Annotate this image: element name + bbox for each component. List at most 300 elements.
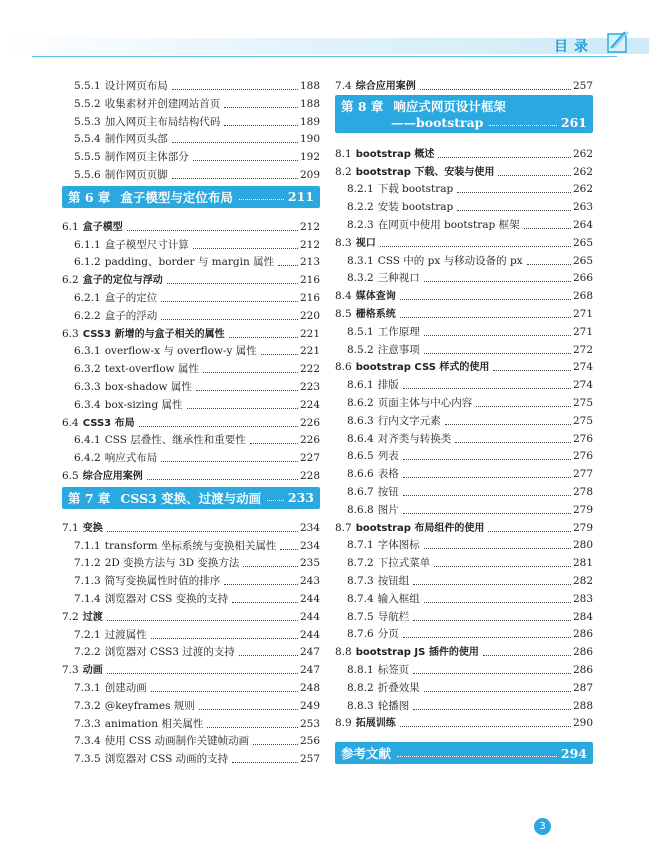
entry-page: 266 [572, 272, 593, 285]
toc-subsection[interactable] [62, 641, 320, 659]
entry-title: 浏览器对 CSS3 过渡的支持 [104, 646, 235, 659]
entry-title: 字体图标 [377, 539, 420, 552]
entry-number: 8.3 [335, 236, 352, 249]
entry-title: CSS3 新增的与盒子相关的属性 [82, 328, 225, 340]
entry-page: 247 [299, 646, 320, 659]
entry-title: 栅格系统 [355, 309, 396, 320]
toc-section[interactable] [335, 285, 593, 303]
toc-subsection[interactable] [335, 499, 593, 517]
entry-number: 6.1.2 [74, 256, 101, 269]
entry-page: 271 [572, 308, 593, 320]
toc-subsection[interactable] [335, 392, 593, 410]
toc-subsection[interactable] [335, 570, 593, 588]
entry-number: 8.8.3 [347, 699, 374, 712]
entry-page: 271 [572, 325, 593, 338]
entry-title: 设计网页布局 [104, 80, 168, 92]
dot-leader [239, 199, 284, 200]
toc-section[interactable] [62, 465, 320, 483]
entry-number: 7.2.2 [74, 646, 101, 659]
entry-number: 6.1 [62, 220, 79, 233]
toc-subsection[interactable] [62, 128, 320, 146]
chapter-title: 响应式网页设计框架 [393, 99, 506, 115]
entry-number: 6.3 [62, 327, 79, 340]
entry-page: 276 [572, 432, 593, 445]
entry-page: 249 [299, 699, 320, 712]
entry-page: 286 [572, 646, 593, 659]
chapter-heading[interactable] [62, 487, 320, 509]
entry-page: 223 [299, 381, 320, 393]
toc-subsection[interactable] [335, 445, 593, 463]
toc-subsection[interactable] [335, 196, 593, 214]
dot-leader [232, 602, 298, 603]
entry-title: 2D 变换方法与 3D 变换方法 [104, 557, 240, 570]
toc-section[interactable] [335, 75, 593, 93]
dot-leader [476, 406, 571, 407]
entry-number: 8.3.1 [347, 254, 374, 267]
entry-number: 8.7.3 [347, 575, 374, 587]
dot-leader [224, 107, 298, 108]
entry-number: 8.5.1 [347, 325, 374, 338]
toc-section[interactable] [335, 641, 593, 659]
toc-subsection[interactable] [62, 695, 320, 713]
chapter-heading-line2 [341, 114, 587, 132]
entry-page: 262 [572, 147, 593, 160]
entry-title: 响应式布局 [104, 452, 158, 465]
entry-title: bootstrap 下载、安装与使用 [355, 166, 495, 178]
dot-leader [488, 531, 571, 532]
entry-title: text-overflow 属性 [104, 363, 199, 376]
entry-title: box-sizing 属性 [104, 398, 183, 411]
entry-title: bootstrap 概述 [355, 148, 435, 160]
entry-title: 标签页 [377, 664, 410, 676]
dot-leader [403, 477, 571, 478]
toc-section[interactable] [62, 517, 320, 535]
dot-leader [278, 265, 298, 266]
entry-number: 6.5 [62, 470, 79, 482]
entry-number: 8.2 [335, 165, 352, 178]
toc-section[interactable] [335, 303, 593, 321]
entry-page: 189 [299, 115, 320, 128]
entry-number: 7.1.2 [74, 557, 101, 570]
entry-title: 制作网页头部 [104, 133, 168, 146]
entry-number: 5.5.4 [74, 133, 101, 146]
entry-number: 8.8 [335, 646, 352, 659]
entry-number: 5.5.6 [74, 169, 101, 181]
entry-title: 创建动画 [104, 682, 147, 694]
toc-section[interactable] [335, 161, 593, 179]
dot-leader [172, 89, 298, 90]
entry-title: 排版 [377, 379, 399, 392]
entry-title: CSS3 布局 [82, 417, 135, 429]
toc-subsection[interactable] [62, 234, 320, 252]
entry-number: 8.6.2 [347, 397, 374, 409]
entry-page: 281 [572, 557, 593, 570]
entry-number: 8.5 [335, 308, 352, 320]
entry-page: 275 [572, 414, 593, 427]
dot-leader [280, 549, 298, 550]
dot-leader [455, 442, 571, 443]
toc-subsection[interactable] [335, 267, 593, 285]
chapter-heading[interactable] [335, 742, 593, 764]
entry-number: 8.7.6 [347, 628, 374, 641]
entry-number: 8.6.8 [347, 503, 374, 516]
entry-title: 分页 [377, 628, 399, 641]
entry-page: 190 [299, 133, 320, 146]
dot-leader [380, 246, 571, 247]
dot-leader [424, 691, 571, 692]
dot-leader [161, 319, 298, 320]
entry-page: 276 [572, 450, 593, 463]
entry-page: 216 [299, 274, 320, 287]
entry-page: 257 [572, 80, 593, 92]
toc-subsection[interactable] [62, 305, 320, 323]
dot-leader [400, 299, 571, 300]
entry-page: 277 [572, 468, 593, 481]
dot-leader [261, 354, 298, 355]
toc-subsection[interactable] [62, 251, 320, 269]
entry-page: 275 [572, 397, 593, 409]
entry-number: 6.3.2 [74, 363, 101, 376]
dot-leader [239, 655, 298, 656]
toc-subsection[interactable] [335, 552, 593, 570]
header-band [0, 38, 649, 54]
dot-leader [147, 479, 298, 480]
dot-leader [403, 637, 571, 638]
entry-page: 221 [299, 345, 320, 358]
dot-leader [424, 353, 571, 354]
dot-leader [498, 175, 571, 176]
chapter-page: 294 [560, 745, 587, 761]
entry-number: 8.6 [335, 361, 352, 374]
entry-page: 244 [299, 628, 320, 641]
dot-leader [139, 426, 298, 427]
dot-leader [193, 248, 298, 249]
entry-number: 8.5.2 [347, 343, 374, 356]
entry-title: 过渡属性 [104, 628, 147, 641]
dot-leader [187, 408, 298, 409]
dot-leader [524, 228, 571, 229]
dot-leader [193, 160, 298, 161]
entry-page: 227 [299, 452, 320, 465]
entry-title: 盒子的定位与浮动 [82, 275, 163, 287]
entry-title: 简写变换属性时值的排序 [104, 575, 221, 588]
entry-number: 7.3 [62, 664, 79, 677]
toc-subsection[interactable] [62, 111, 320, 129]
entry-number: 6.4.2 [74, 452, 101, 465]
dot-leader [403, 513, 571, 514]
dot-leader [229, 337, 298, 338]
entry-page: 286 [572, 664, 593, 676]
entry-page: 263 [572, 201, 593, 214]
entry-title: 输入框组 [377, 592, 420, 605]
entry-title: 行内文字元素 [377, 414, 441, 427]
page-number: 3 [534, 818, 551, 835]
dot-leader [445, 424, 571, 425]
dot-leader [400, 317, 571, 318]
toc-section[interactable] [62, 606, 320, 624]
entry-number: 8.4 [335, 290, 352, 303]
toc-subsection[interactable] [62, 75, 320, 93]
entry-page: 228 [299, 470, 320, 482]
toc-subsection[interactable] [62, 146, 320, 164]
toc-section[interactable] [335, 143, 593, 161]
toc-subsection[interactable] [335, 339, 593, 357]
dot-leader [207, 727, 298, 728]
entry-page: 212 [299, 238, 320, 251]
chapter-title: 参考文献 [341, 746, 392, 762]
entry-number: 8.7.5 [347, 610, 374, 623]
entry-number: 7.1.3 [74, 575, 101, 588]
entry-title: 三种视口 [377, 272, 420, 285]
chapter-heading-line1 [341, 99, 587, 114]
entry-title: bootstrap JS 插件的使用 [355, 647, 479, 659]
chapter-number: 第 8 章 [341, 99, 384, 115]
page-header [0, 26, 649, 68]
toc-section[interactable] [62, 269, 320, 287]
toc-subsection[interactable] [335, 214, 593, 232]
entry-title: CSS 层叠性、继承性和重要性 [104, 434, 246, 447]
entry-number: 7.1.4 [74, 593, 101, 605]
entry-page: 257 [299, 753, 320, 766]
dot-leader [403, 388, 571, 389]
entry-number: 8.6.7 [347, 486, 374, 498]
toc-subsection[interactable] [62, 713, 320, 731]
toc-subsection[interactable] [335, 321, 593, 339]
entry-page: 287 [572, 681, 593, 694]
entry-number: 8.2.2 [347, 201, 374, 214]
dot-leader [243, 566, 298, 567]
chapter-heading[interactable] [62, 186, 320, 208]
entry-title: 收集素材并创建网站首页 [104, 97, 221, 110]
toc-subsection[interactable] [62, 570, 320, 588]
dot-leader [267, 500, 284, 501]
toc-subsection[interactable] [62, 93, 320, 111]
dot-leader [489, 125, 556, 126]
toc-subsection[interactable] [335, 588, 593, 606]
toc-section[interactable] [335, 232, 593, 250]
toc-subsection[interactable] [335, 606, 593, 624]
toc-section[interactable] [62, 659, 320, 677]
toc-subsection[interactable] [62, 358, 320, 376]
toc-subsection[interactable] [335, 250, 593, 268]
entry-number: 8.8.1 [347, 664, 374, 676]
entry-title: transform 坐标系统与变换相关属性 [104, 539, 277, 552]
entry-number: 6.2.2 [74, 309, 101, 322]
entry-page: 268 [572, 290, 593, 303]
toc-subsection[interactable] [335, 481, 593, 499]
entry-title: 页面主体与中心内容 [377, 397, 473, 409]
entry-title: bootstrap CSS 样式的使用 [355, 362, 490, 374]
chapter-heading[interactable] [335, 95, 593, 133]
entry-number: 7.4 [335, 80, 352, 92]
entry-page: 224 [299, 398, 320, 411]
toc-subsection[interactable] [62, 677, 320, 695]
entry-number: 8.6.3 [347, 414, 374, 427]
toc-subsection[interactable] [62, 429, 320, 447]
entry-number: 8.8.2 [347, 681, 374, 694]
dot-leader [413, 709, 571, 710]
dot-leader [434, 566, 571, 567]
chapter-subtitle: ——bootstrap [391, 115, 484, 131]
toc-subsection[interactable] [335, 623, 593, 641]
toc-section[interactable] [335, 712, 593, 730]
dot-leader [107, 531, 298, 532]
entry-number: 7.2.1 [74, 628, 101, 641]
chapter-page: 233 [287, 490, 314, 506]
toc-subsection[interactable] [62, 164, 320, 182]
entry-title: 拓展训练 [355, 718, 396, 730]
dot-leader [493, 370, 571, 371]
dot-leader [424, 335, 571, 336]
toc-subsection[interactable] [62, 748, 320, 766]
toc-subsection[interactable] [62, 730, 320, 748]
entry-title: 按钮组 [377, 575, 410, 587]
toc-section[interactable] [335, 517, 593, 535]
toc-subsection[interactable] [335, 410, 593, 428]
toc-subsection[interactable] [335, 534, 593, 552]
toc-subsection[interactable] [335, 695, 593, 713]
entry-title: 制作网页页脚 [104, 169, 168, 181]
entry-number: 5.5.5 [74, 151, 101, 164]
toc-section[interactable] [62, 412, 320, 430]
entry-number: 6.3.3 [74, 381, 101, 393]
entry-number: 5.5.2 [74, 97, 101, 110]
toc-section[interactable] [62, 216, 320, 234]
entry-page: 290 [572, 717, 593, 730]
entry-title: 盒子的定位 [104, 292, 158, 304]
toc-subsection[interactable] [62, 535, 320, 553]
dot-leader [172, 142, 298, 143]
entry-title: 过渡 [82, 611, 103, 623]
entry-title: 制作网页主体部分 [104, 151, 189, 164]
toc-subsection[interactable] [62, 376, 320, 394]
entry-page: 272 [572, 343, 593, 356]
dot-leader [232, 762, 298, 763]
chapter-page: 261 [560, 115, 587, 131]
toc-subsection[interactable] [62, 394, 320, 412]
dot-leader [151, 638, 298, 639]
dot-leader [403, 495, 571, 496]
entry-title: 媒体查询 [355, 291, 396, 303]
entry-number: 8.1 [335, 147, 352, 160]
entry-page: 253 [299, 717, 320, 730]
toc-subsection[interactable] [62, 287, 320, 305]
entry-page: 212 [299, 220, 320, 233]
dot-leader [172, 178, 298, 179]
book-corner-icon [605, 28, 631, 54]
entry-page: 286 [572, 628, 593, 641]
toc-subsection[interactable] [335, 463, 593, 481]
dot-leader [400, 726, 571, 727]
entry-number: 7.1.1 [74, 539, 101, 552]
toc-subsection[interactable] [335, 677, 593, 695]
dot-leader [203, 372, 298, 373]
entry-title: 表格 [377, 468, 399, 481]
entry-title: 列表 [377, 450, 399, 463]
entry-page: 221 [299, 327, 320, 340]
entry-number: 8.9 [335, 717, 352, 730]
dot-leader [483, 655, 571, 656]
entry-number: 8.2.3 [347, 219, 374, 231]
toc-subsection[interactable] [335, 178, 593, 196]
entry-number: 7.3.1 [74, 682, 101, 694]
toc-subsection[interactable] [62, 447, 320, 465]
entry-page: 235 [299, 557, 320, 570]
toc-subsection[interactable] [62, 624, 320, 642]
entry-number: 6.3.1 [74, 345, 101, 358]
entry-title: 轮播图 [377, 699, 410, 712]
entry-title: 盒子的浮动 [104, 309, 158, 322]
entry-page: 279 [572, 503, 593, 516]
entry-title: 下拉式菜单 [377, 557, 431, 570]
dot-leader [196, 390, 298, 391]
entry-number: 8.6.4 [347, 432, 374, 445]
entry-title: 按钮 [377, 486, 399, 498]
entry-title: 盒子模型尺寸计算 [104, 238, 189, 251]
entry-number: 6.2 [62, 274, 79, 287]
entry-title: box-shadow 属性 [104, 381, 192, 393]
entry-title: 综合应用案例 [355, 81, 416, 92]
toc-subsection[interactable] [335, 428, 593, 446]
entry-title: 导航栏 [377, 610, 410, 623]
dot-leader [424, 548, 571, 549]
toc-section[interactable] [62, 323, 320, 341]
entry-page: 216 [299, 292, 320, 304]
dot-leader [107, 673, 298, 674]
entry-page: 282 [572, 575, 593, 587]
entry-page: 243 [299, 575, 320, 588]
chapter-number: 第 7 章 [68, 490, 111, 506]
entry-number: 8.6.6 [347, 468, 374, 481]
toc-subsection[interactable] [335, 659, 593, 677]
dot-leader [199, 709, 298, 710]
entry-title: @keyframes 规则 [104, 699, 195, 712]
entry-number: 6.4.1 [74, 434, 101, 447]
dot-leader [253, 744, 298, 745]
entry-number: 8.7.4 [347, 592, 374, 605]
entry-number: 8.6.1 [347, 379, 374, 392]
entry-number: 7.3.4 [74, 735, 101, 748]
entry-page: 247 [299, 664, 320, 677]
dot-leader [420, 89, 571, 90]
dot-leader [250, 443, 298, 444]
toc-subsection[interactable] [62, 340, 320, 358]
entry-title: padding、border 与 margin 属性 [104, 256, 275, 269]
entry-number: 5.5.3 [74, 115, 101, 128]
entry-number: 5.5.1 [74, 80, 101, 92]
toc-subsection[interactable] [62, 552, 320, 570]
entry-number: 8.6.5 [347, 450, 374, 463]
entry-number: 7.3.3 [74, 717, 101, 730]
entry-number: 8.2.1 [347, 183, 374, 196]
dot-leader [413, 584, 571, 585]
dot-leader [527, 264, 571, 265]
entry-page: 222 [299, 363, 320, 376]
dot-leader [424, 281, 571, 282]
entry-page: 284 [572, 610, 593, 623]
entry-title: 安装 bootstrap [377, 201, 454, 214]
chapter-number: 第 6 章 [68, 189, 111, 205]
entry-page: 234 [299, 521, 320, 534]
entry-page: 262 [572, 183, 593, 196]
entry-title: 对齐类与转换类 [377, 432, 452, 445]
entry-title: 动画 [82, 665, 103, 677]
chapter-page: 211 [287, 189, 314, 205]
entry-title: 视口 [355, 237, 376, 249]
toc-section[interactable] [335, 356, 593, 374]
toc-subsection[interactable] [335, 374, 593, 392]
toc-subsection[interactable] [62, 588, 320, 606]
